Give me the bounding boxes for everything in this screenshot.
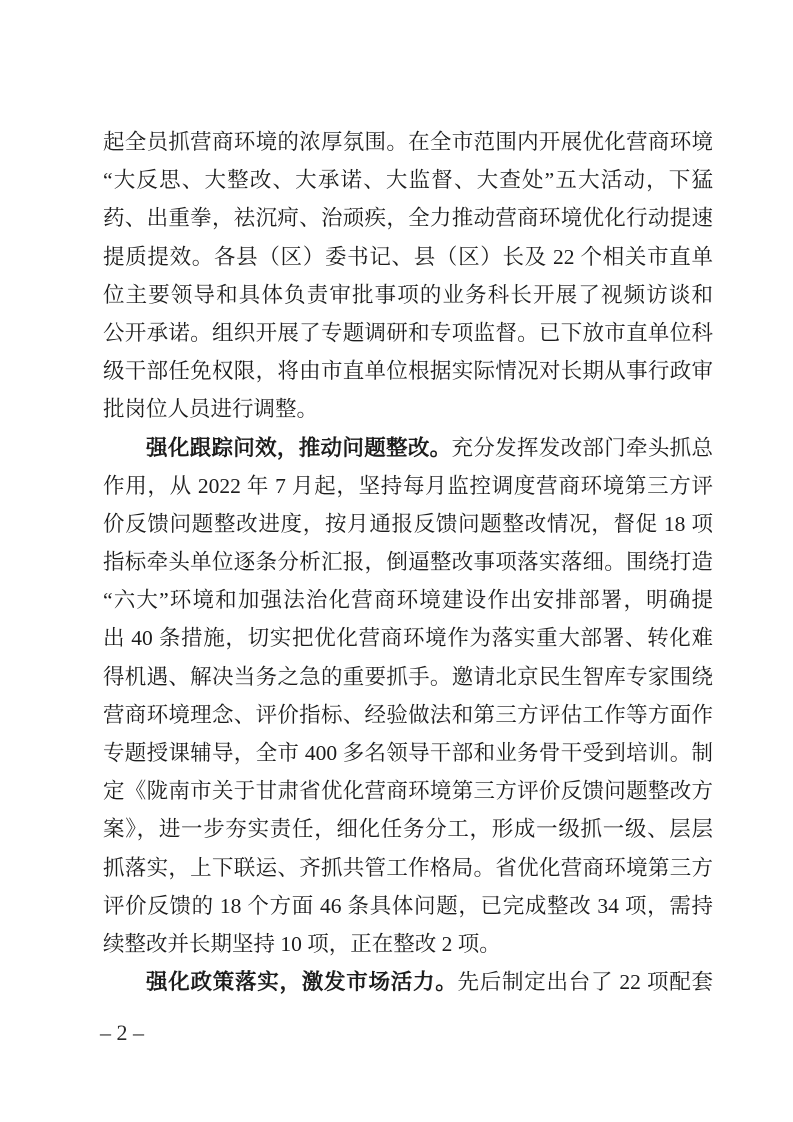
text-line bbox=[103, 925, 713, 963]
text-run: 出 40 条措施，切实把优化营商环境作为落实重大部署、转化难 bbox=[103, 626, 713, 651]
text-line bbox=[103, 543, 713, 581]
text-run: 续整改并长期坚持 10 项，正在整改 2 项。 bbox=[103, 931, 501, 956]
text-line bbox=[103, 123, 713, 161]
text-run: 抓落实，上下联运、齐抓共管工作格局。省优化营商环境第三方 bbox=[103, 855, 713, 880]
text-line bbox=[103, 581, 713, 619]
text-line bbox=[103, 314, 713, 352]
text-line bbox=[103, 810, 713, 848]
text-run: “大反思、大整改、大承诺、大监督、大查处”五大活动，下猛 bbox=[103, 168, 713, 193]
text-run: 先后制定出台了 22 项配套 bbox=[457, 970, 713, 995]
text-run: 级干部任免权限，将由市直单位根据实际情况对长期从事行政审 bbox=[103, 359, 713, 384]
page-number: – 2 – bbox=[100, 1020, 144, 1045]
text-run: 专题授课辅导，全市 400 多名领导干部和业务骨干受到培训。制 bbox=[103, 741, 713, 765]
text-line bbox=[103, 276, 713, 314]
text-line bbox=[103, 619, 713, 657]
document-body bbox=[103, 123, 713, 1001]
text-line bbox=[103, 772, 713, 810]
text-run: 案》，进一步夯实责任，细化任务分工，形成一级抓一级、层层 bbox=[103, 817, 713, 842]
text-run: “六大”环境和加强法治化营商环境建设作出安排部署，明确提 bbox=[103, 588, 713, 613]
text-line bbox=[103, 963, 713, 1001]
text-run: 指标牵头单位逐条分析汇报，倒逼整改事项落实落细。围绕打造 bbox=[103, 550, 713, 575]
text-run: 起全员抓营商环境的浓厚氛围。在全市范围内开展优化营商环境 bbox=[103, 130, 713, 154]
text-line bbox=[103, 199, 713, 237]
text-run: 评价反馈的 18 个方面 46 条具体问题，已完成整改 34 项，需持 bbox=[103, 893, 713, 918]
text-run: 作用，从 2022 年 7 月起，坚持每月监控调度营商环境第三方评 bbox=[103, 473, 713, 498]
text-line bbox=[103, 887, 713, 925]
text-run: 得机遇、解决当务之急的重要抓手。邀请北京民生智库专家围绕 bbox=[103, 664, 713, 689]
text-line bbox=[103, 849, 713, 887]
bold-heading-run: 强化政策落实，激发市场活力。 bbox=[146, 970, 458, 995]
text-run: 营商环境理念、评价指标、经验做法和第三方评估工作等方面作 bbox=[103, 702, 713, 727]
text-line bbox=[103, 505, 713, 543]
text-run: 充分发挥发改部门牵头抓总 bbox=[451, 435, 713, 460]
text-run: 药、出重拳，祛沉疴、治顽疾，全力推动营商环境优化行动提速 bbox=[103, 206, 713, 231]
text-run: 位主要领导和具体负责审批事项的业务科长开展了视频访谈和 bbox=[103, 282, 713, 307]
text-line bbox=[103, 734, 713, 772]
text-line bbox=[103, 352, 713, 390]
text-line bbox=[103, 467, 713, 505]
text-line bbox=[103, 429, 713, 467]
text-line bbox=[103, 696, 713, 734]
text-run: 批岗位人员进行调整。 bbox=[103, 397, 319, 422]
text-line bbox=[103, 390, 713, 428]
bold-heading-run: 强化跟踪问效，推动问题整改。 bbox=[146, 435, 452, 460]
text-run: 价反馈问题整改进度，按月通报反馈问题整改情况，督促 18 项 bbox=[103, 511, 713, 536]
text-run: 提质提效。各县（区）委书记、县（区）长及 22 个相关市直单 bbox=[103, 244, 713, 269]
text-run: 定《陇南市关于甘肃省优化营商环境第三方评价反馈问题整改方 bbox=[103, 779, 713, 804]
text-line bbox=[103, 161, 713, 199]
text-run: 公开承诺。组织开展了专题调研和专项监督。已下放市直单位科 bbox=[103, 320, 713, 345]
text-line bbox=[103, 238, 713, 276]
text-line bbox=[103, 658, 713, 696]
